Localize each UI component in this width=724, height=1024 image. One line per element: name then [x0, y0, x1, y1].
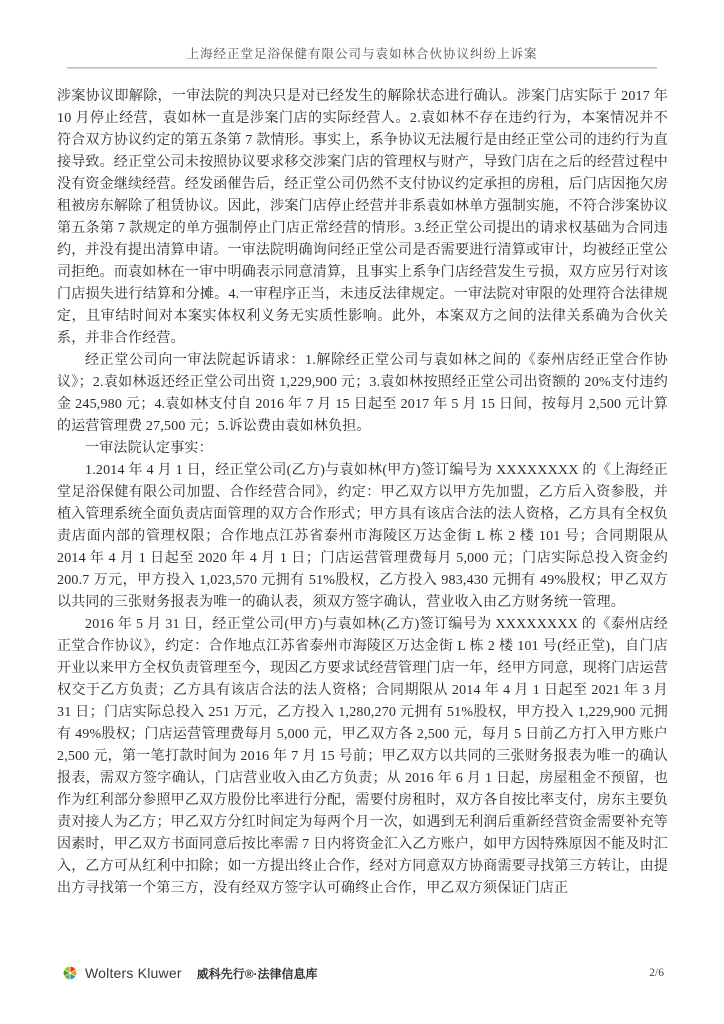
page-footer	[62, 961, 664, 985]
body-paragraph: 1.2014 年 4 月 1 日，经正堂公司(乙方)与袁如林(甲方)签订编号为 XXXXXXXX 的《上海经正堂足浴保健有限公司加盟、合作经营合同》，约定：甲乙双方以甲方先加盟，乙方后入资参股，并植入管理系统全面负责店面管理的双方合作形式；甲方具有该店合法的法人资格，乙方具有全权负责店面内部的管理权限；合作地点江苏省泰州市海陵区万达金街 L 栋 2 楼 101 号；合同期限从 2014 年 4 月 1 日起至 2020 年 4 月 1 日；门店运营管理费每月 5,000 元；门店实际总投入资金约 200.7 万元，甲方投入 1,023,570 元拥有 51%股权，乙方投入 983,430 元拥有 49%股权；甲乙双方以共同的三张财务报表为唯一的确认表，须双方签字确认，营业收入由乙方财务统一管理。	[57, 463, 668, 610]
brand-block	[62, 965, 318, 982]
body-paragraph: 2016 年 5 月 31 日，经正堂公司(甲方)与袁如林(乙方)签订编号为 XXXXXXXX 的《泰州店经正堂合作协议》，约定：合作地点江苏省泰州市海陵区万达金街 L 栋 2 楼 101 号(经正堂)，自门店开业以来甲方全权负责管理至今，现因乙方要求试经营管理门店一年，经甲方同意，现将门店运营权交于乙方负责；乙方具有该店合法的法人资格；合同期限从 2014 年 4 月 1 日起至 2021 年 3 月 31 日；门店实际总投入 251 万元，乙方投入 1,280,270 元拥有 51%股权，甲方投入 1,229,900 元拥有 49%股权；门店运营管理费每月 5,000 元，甲乙双方各 2,500 元，每月 5 日前乙方打入甲方账户 2,500 元，第一笔打款时间为 2016 年 7 月 15 号前；甲乙双方以共同的三张财务报表为唯一的确认报表，需双方签字确认，门店营业收入由乙方负责；从 2016 年 6 月 1 日起，房屋租金不预留，也作为红利部分参照甲乙双方股份比率进行分配，需要付房租时，双方各自按比率支付，房东主要负责对接人为乙方；甲乙双方分红时间定为每两个月一次，如遇到无利润后重新经营资金需要补充等因素时，甲乙双方书面同意后按比率需 7 日内将资金汇入乙方账户，如甲方因特殊原因不能及时汇入，乙方可从红利中扣除；如一方提出终止合作，经对方同意双方协商需要寻找第三方转让，由提出方寻找第一个第三方，没有经双方签字认可确终止合作，甲乙双方须保证门店正	[57, 617, 668, 896]
product-name: 威科先行®·法律信息库	[196, 966, 318, 981]
page-indicator: 2/6	[649, 967, 664, 979]
brand-name: Wolters Kluwer	[85, 965, 182, 981]
body-paragraph: 一审法院认定事实：	[85, 441, 213, 456]
case-title: 上海经正堂足浴保健有限公司与袁如林合伙协议纠纷上诉案	[186, 47, 538, 61]
header-divider	[67, 67, 657, 69]
document-body	[57, 86, 668, 900]
page-header	[0, 0, 724, 63]
body-paragraph: 涉案协议即解除，一审法院的判决只是对已经发生的解除状态进行确认。涉案门店实际于 2017 年 10 月停止经营，袁如林一直是涉案门店的实际经营人。2.袁如林不存在违约行为，本案情况并不符合双方协议约定的第五条第 7 款情形。事实上，系争协议无法履行是由经正堂公司的违约行为直接导致。经正堂公司未按照协议要求移交涉案门店的管理权与财产，导致门店在之后的经营过程中没有资金继续经营。经发函催告后，经正堂公司仍然不支付协议约定承担的房租，后门店因拖欠房租被房东解除了租赁协议。因此，涉案门店停止经营并非系袁如林单方强制实施，不符合涉案协议第五条第 7 款规定的单方强制停止门店正常经营的情形。3.经正堂公司提出的请求权基础为合同违约，并没有提出清算申请。一审法院明确询问经正堂公司是否需要进行清算或审计，均被经正堂公司拒绝。而袁如林在一审中明确表示同意清算，且事实上系争门店经营发生亏损，双方应另行对该门店损失进行结算和分摊。4.一审程序正当，未违反法律规定。一审法院对审限的处理符合法律规定，且审结时间对本案实体权利义务无实质性影响。此外，本案双方之间的法律关系确为合伙关系，并非合作经营。	[57, 89, 668, 346]
wolters-kluwer-logo-icon	[62, 965, 78, 981]
body-paragraph: 经正堂公司向一审法院起诉请求：1.解除经正堂公司与袁如林之间的《泰州店经正堂合作协议》；2.袁如林返还经正堂公司出资 1,229,900 元；3.袁如林按照经正堂公司出资额的 20%支付违约金 245,980 元；4.袁如林支付自 2016 年 7 月 15 日起至 2017 年 5 月 15 日间，按每月 2,500 元计算的运营管理费 27,500 元；5.诉讼费由袁如林负担。	[57, 353, 668, 434]
